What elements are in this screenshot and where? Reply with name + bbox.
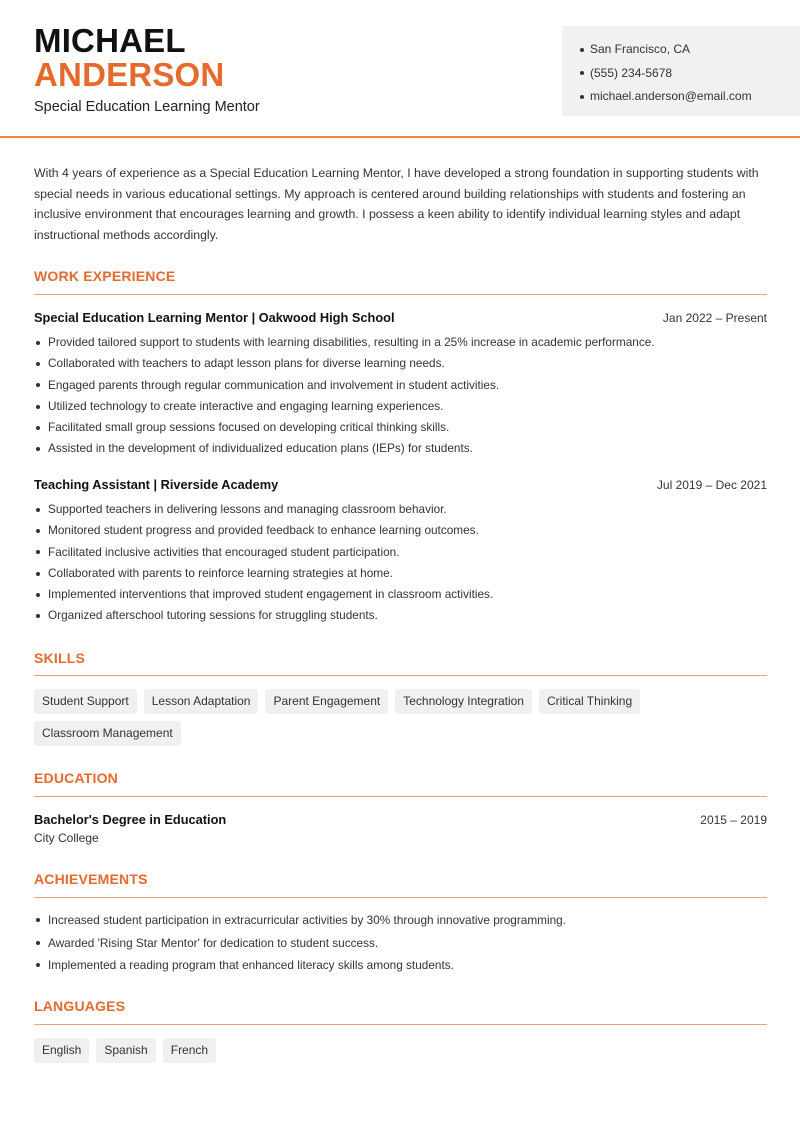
list-item: [34, 563, 767, 584]
job-header: [34, 310, 767, 325]
bullet-icon: [36, 405, 40, 409]
languages-list: [34, 1038, 769, 1063]
job-bullets: [34, 499, 767, 627]
list-item: [34, 353, 767, 374]
language-tag: English: [34, 1038, 89, 1063]
contact-email: [580, 85, 800, 109]
section-title-work: WORK EXPERIENCE: [34, 268, 176, 284]
list-item-text: Engaged parents through regular communication and involvement in student activities.: [48, 377, 500, 392]
bullet-icon: [36, 362, 40, 366]
contact-location-text: San Francisco, CA: [590, 42, 691, 57]
education-degree: Bachelor's Degree in Education: [34, 812, 227, 827]
contact-phone: [580, 62, 800, 86]
list-item: [34, 542, 767, 563]
skills-list: [34, 689, 769, 746]
bullet-icon: [36, 341, 40, 345]
education-dates: 2015 – 2019: [700, 813, 767, 827]
job-bullets: [34, 332, 767, 460]
bullet-icon: [580, 71, 584, 75]
section-divider: [34, 796, 767, 797]
list-item-text: Implemented a reading program that enhanced literacy skills among students.: [48, 958, 454, 972]
bullet-icon: [36, 572, 40, 576]
bullet-icon: [580, 48, 584, 52]
job-dates: Jan 2022 – Present: [662, 311, 767, 325]
job-title: Special Education Learning Mentor: [34, 99, 260, 115]
section-divider: [34, 897, 767, 898]
list-item: [34, 584, 767, 605]
list-item: [34, 417, 767, 438]
list-item-text: Facilitated inclusive activities that encouraged student participation.: [48, 544, 400, 559]
list-item-text: Implemented interventions that improved student engagement in classroom activities.: [48, 587, 494, 602]
list-item-text: Collaborated with teachers to adapt lesson plans for diverse learning needs.: [48, 356, 445, 371]
list-item: [34, 932, 767, 955]
section-title-languages: LANGUAGES: [34, 998, 126, 1014]
skill-tag: Student Support: [34, 689, 137, 714]
section-title-skills: SKILLS: [34, 650, 85, 666]
bullet-icon: [36, 614, 40, 618]
job-role: Special Education Learning Mentor | Oakwood High School: [34, 310, 395, 325]
list-item: [34, 605, 767, 626]
job-dates: Jul 2019 – Dec 2021: [656, 478, 767, 492]
section-title-achievements: ACHIEVEMENTS: [34, 871, 148, 887]
bullet-icon: [36, 593, 40, 597]
contact-location: [580, 38, 800, 62]
list-item: [34, 954, 767, 977]
list-item-text: Facilitated small group sessions focused on developing critical thinking skills.: [48, 420, 450, 435]
list-item-text: Awarded 'Rising Star Mentor' for dedication to student success.: [48, 935, 379, 950]
list-item-text: Utilized technology to create interactive and engaging learning experiences.: [48, 398, 444, 413]
list-item-text: Monitored student progress and provided feedback to enhance learning outcomes.: [48, 523, 479, 538]
section-title-education: EDUCATION: [34, 770, 118, 786]
section-divider: [34, 675, 767, 676]
list-item-text: Supported teachers in delivering lessons and managing classroom behavior.: [48, 502, 447, 516]
language-tag: Spanish: [96, 1038, 155, 1063]
list-item-text: Provided tailored support to students with learning disabilities, resulting in a 25% increase in academic performance.: [48, 335, 655, 349]
section-divider: [34, 294, 767, 295]
list-item: [34, 396, 767, 417]
bullet-icon: [36, 383, 40, 387]
skill-tag: Critical Thinking: [539, 689, 640, 714]
list-item-text: Collaborated with parents to reinforce learning strategies at home.: [48, 565, 393, 580]
first-name: MICHAEL: [34, 22, 186, 59]
list-item: [34, 520, 767, 541]
skill-tag: Lesson Adaptation: [144, 689, 259, 714]
last-name: ANDERSON: [34, 56, 225, 93]
contact-email-text: michael.anderson@email.com: [590, 89, 752, 104]
bullet-icon: [36, 529, 40, 533]
language-tag: French: [163, 1038, 216, 1063]
skill-tag: Parent Engagement: [265, 689, 388, 714]
list-item-text: Assisted in the development of individualized education plans (IEPs) for students.: [48, 441, 473, 456]
contact-box: [562, 26, 800, 116]
list-item: [34, 499, 767, 520]
bullet-icon: [36, 508, 40, 512]
education-school: City College: [34, 831, 99, 845]
summary: With 4 years of experience as a Special Education Learning Mentor, I have developed a strong foundation in supporting students with special needs in various educational settings. My approach is centered around building relationships with students and fostering an inclusive environment that encourages learning and growth. I possess a keen ability to identify individual learning styles and adapt instructional methods accordingly.: [34, 166, 759, 242]
list-item: [34, 332, 767, 353]
section-divider: [34, 1024, 767, 1025]
skill-tag: Classroom Management: [34, 721, 181, 746]
list-item: [34, 909, 767, 932]
bullet-icon: [36, 426, 40, 430]
education-header: [34, 812, 767, 827]
skill-tag: Technology Integration: [395, 689, 532, 714]
resume-header: [0, 0, 800, 138]
bullet-icon: [36, 447, 40, 451]
list-item-text: Increased student participation in extracurricular activities by 30% through innovative programming.: [48, 913, 567, 927]
bullet-icon: [36, 963, 40, 967]
bullet-icon: [580, 95, 584, 99]
list-item-text: Organized afterschool tutoring sessions for struggling students.: [48, 608, 378, 623]
bullet-icon: [36, 918, 40, 922]
job-role: Teaching Assistant | Riverside Academy: [34, 477, 279, 492]
contact-phone-text: (555) 234-5678: [590, 65, 673, 80]
achievements-list: [34, 909, 767, 977]
list-item: [34, 375, 767, 396]
list-item: [34, 438, 767, 459]
bullet-icon: [36, 941, 40, 945]
bullet-icon: [36, 550, 40, 554]
job-header: [34, 477, 767, 492]
